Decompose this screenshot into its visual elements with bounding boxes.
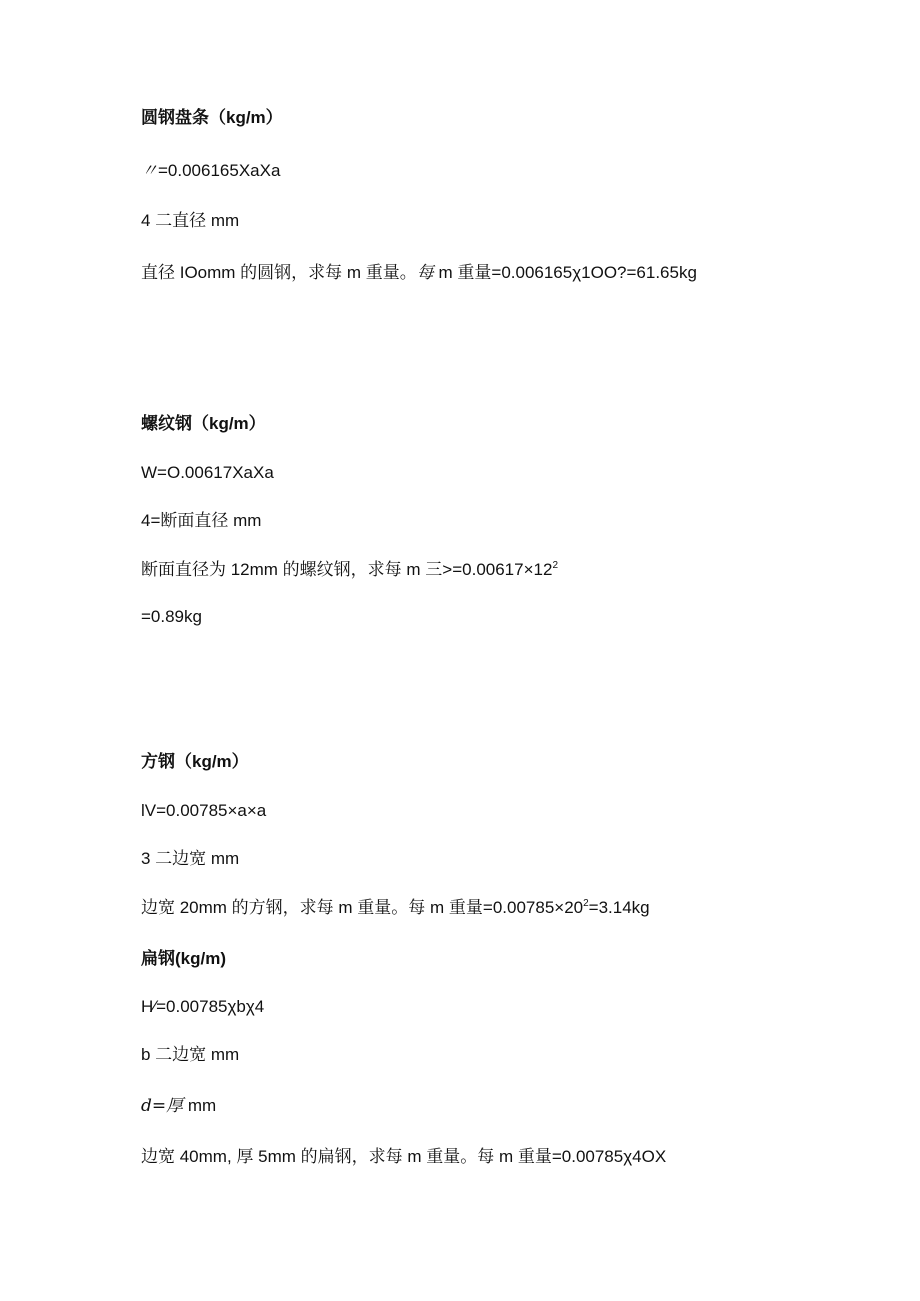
formula-text: =0.006165XaXa xyxy=(158,161,281,180)
exponent: 2 xyxy=(583,898,589,909)
flat-steel-width-definition: b 二边宽 mm xyxy=(141,1045,240,1064)
thickness-unit: mm xyxy=(183,1096,217,1115)
thickness-symbol: d=厚 xyxy=(141,1096,184,1116)
square-steel-formula: lV=0.00785×a×a xyxy=(141,801,267,820)
flat-steel-formula: H⁄=0.00785χbχ4 xyxy=(141,997,265,1016)
rebar-definition: 4=断面直径 mm xyxy=(141,511,262,530)
flat-steel-thickness-definition xyxy=(141,1095,216,1117)
flat-steel-example: 边宽 40mm, 厚 5mm 的扁钢，求每 m 重量。每 m 重量=0.00785χ4OX xyxy=(141,1147,667,1166)
rebar-result: =0.89kg xyxy=(141,607,202,626)
example-text: 断面直径为 12mm 的螺纹钢，求每 m 三>=0.00617×12 xyxy=(141,560,553,579)
round-steel-example xyxy=(141,262,697,284)
square-steel-heading: 方钢（kg/m） xyxy=(141,752,249,771)
round-steel-definition: 4 二直径 mm xyxy=(141,211,240,230)
rebar-formula: W=O.00617XaXa xyxy=(141,463,274,482)
example-text: 边宽 20mm 的方钢，求每 m 重量。每 m 重量=0.00785×20 xyxy=(141,898,584,917)
square-steel-example xyxy=(141,897,650,919)
example-italic-word: 每 xyxy=(416,263,434,283)
round-steel-heading: 圆钢盘条（kg/m） xyxy=(141,108,283,127)
example-question: 直径 IOomm 的圆钢，求每 m 重量。 xyxy=(141,263,417,282)
round-steel-formula xyxy=(141,160,280,182)
flat-steel-heading: 扁钢(kg/m) xyxy=(141,949,226,968)
square-steel-definition: 3 二边宽 mm xyxy=(141,849,240,868)
formula-symbol: 〃 xyxy=(141,161,158,181)
rebar-heading: 螺纹钢（kg/m） xyxy=(141,414,266,433)
example-result: =3.14kg xyxy=(588,898,650,917)
rebar-example xyxy=(141,559,558,581)
exponent: 2 xyxy=(552,560,558,571)
example-answer: m 重量=0.006165χ1OO?=61.65kg xyxy=(433,263,697,282)
